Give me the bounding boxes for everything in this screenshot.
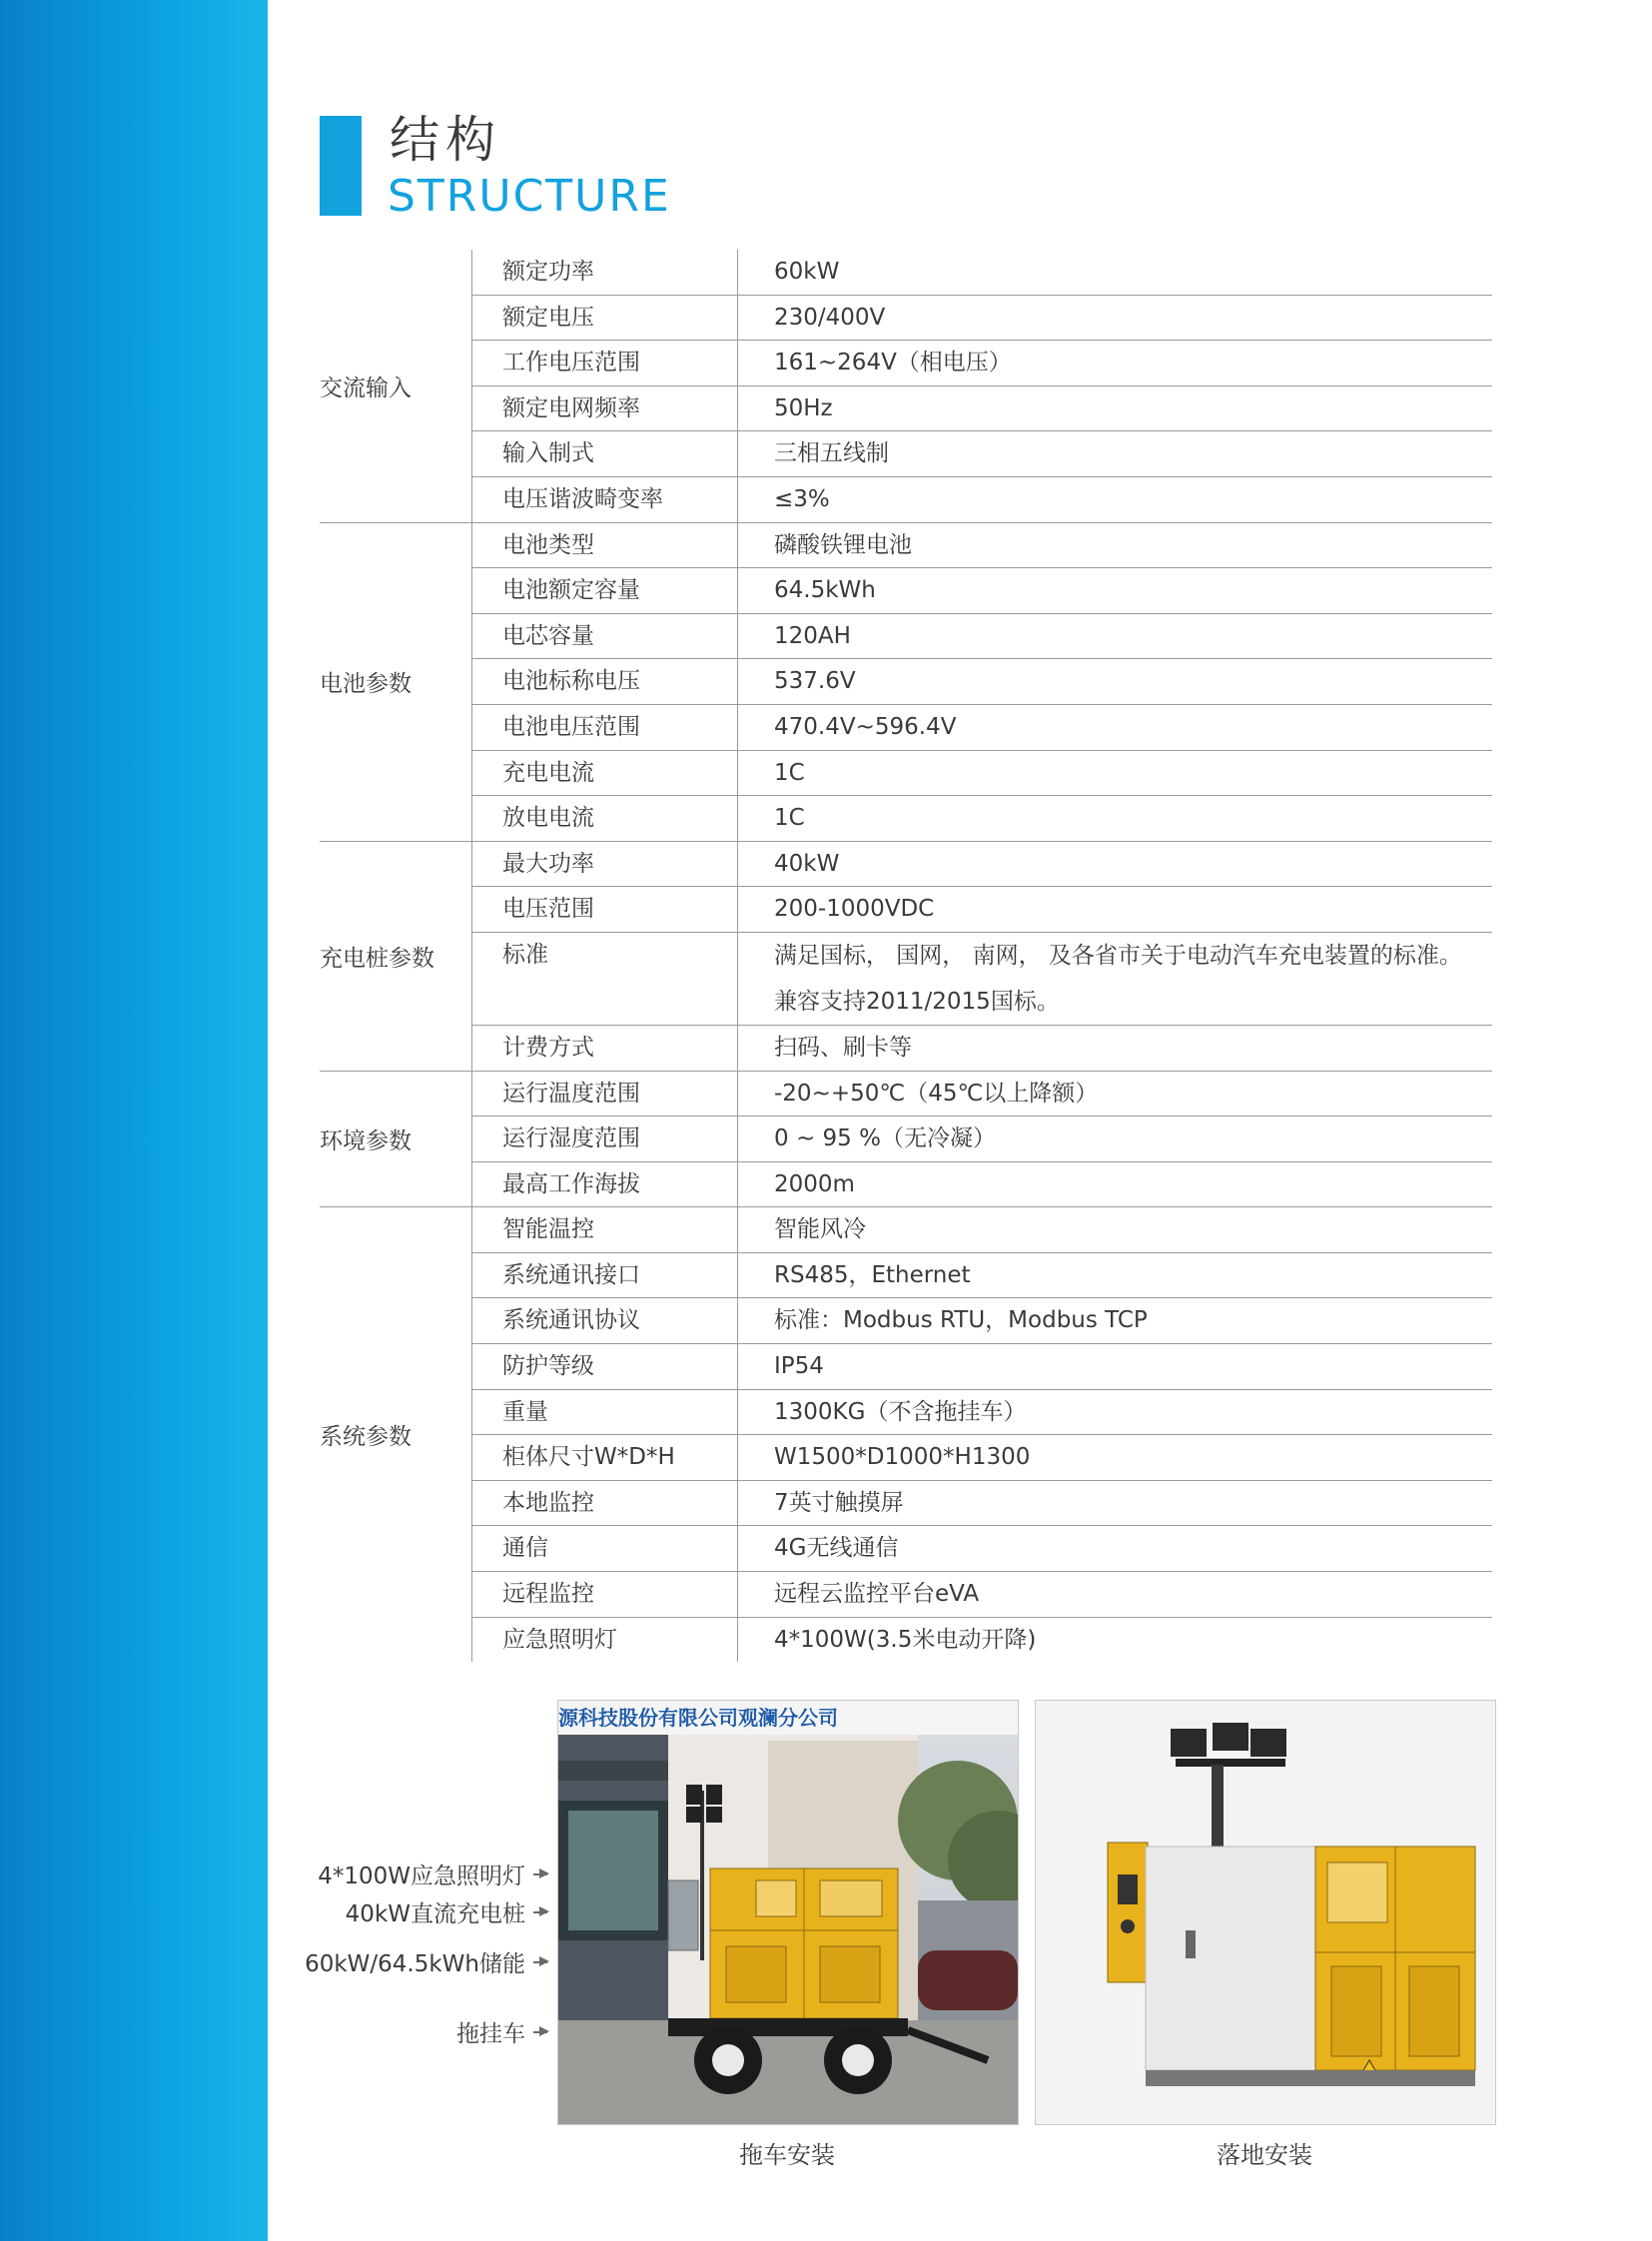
spec-value-line: 120AH <box>774 622 851 649</box>
spec-group <box>320 1207 1492 1662</box>
spec-value <box>737 659 1492 704</box>
spec-key: 工作电压范围 <box>502 350 640 376</box>
spec-value <box>737 887 1492 932</box>
spec-value <box>737 1481 1492 1526</box>
spec-key: 额定功率 <box>502 259 594 285</box>
spec-key: 通信 <box>502 1535 548 1562</box>
spec-row <box>472 796 1492 841</box>
spec-value-line: W1500*D1000*H1300 <box>774 1444 1031 1471</box>
spec-row <box>472 250 1492 296</box>
spec-value-line: 2000m <box>774 1170 855 1197</box>
spec-key: 系统通讯协议 <box>502 1307 640 1334</box>
side-color-band <box>0 0 268 2241</box>
spec-group-label: 系统参数 <box>320 1424 412 1451</box>
spec-value <box>737 1162 1492 1207</box>
spec-key: 额定电压 <box>502 304 594 331</box>
spec-group <box>320 523 1492 842</box>
spec-row <box>472 1072 1492 1118</box>
spec-key: 放电电流 <box>502 805 594 832</box>
spec-value-line: -20~+50℃（45℃以上降额） <box>774 1080 1099 1107</box>
trailer-photo-illustration <box>558 1701 1018 2124</box>
spec-row <box>472 296 1492 342</box>
spec-row <box>472 705 1492 751</box>
callout-lighting-arrow <box>533 1873 547 1875</box>
spec-row <box>472 1481 1492 1527</box>
spec-value-line: 161~264V（相电压） <box>774 350 1012 376</box>
spec-row <box>472 614 1492 660</box>
spec-value <box>737 431 1492 476</box>
spec-row <box>472 1253 1492 1299</box>
callout-trailer-arrow <box>533 2031 547 2033</box>
spec-value <box>737 1618 1492 1663</box>
spec-value-line: 智能风冷 <box>774 1216 866 1243</box>
spec-group <box>320 250 1492 523</box>
spec-value <box>737 386 1492 431</box>
spec-value-line: 64.5kWh <box>774 577 876 604</box>
floor-install-photo <box>1035 1700 1496 2125</box>
spec-key: 最大功率 <box>502 850 594 877</box>
spec-value <box>737 751 1492 796</box>
spec-row <box>472 568 1492 614</box>
spec-key: 电池电压范围 <box>502 713 640 740</box>
spec-key: 运行温度范围 <box>502 1080 640 1107</box>
spec-key: 防护等级 <box>502 1353 594 1380</box>
callout-storage: 60kW/64.5kWh储能 <box>305 1951 525 1977</box>
spec-value-line: ≤3% <box>774 485 830 512</box>
spec-value <box>737 568 1492 613</box>
spec-key: 智能温控 <box>502 1216 594 1243</box>
spec-value <box>737 1298 1492 1343</box>
spec-key: 充电电流 <box>502 759 594 786</box>
spec-value-line: 1C <box>774 805 805 832</box>
spec-value <box>737 842 1492 887</box>
spec-key: 运行湿度范围 <box>502 1125 640 1152</box>
spec-value-line: 4G无线通信 <box>774 1535 899 1562</box>
callout-lighting: 4*100W应急照明灯 <box>318 1864 525 1889</box>
spec-value <box>737 1026 1492 1071</box>
spec-table <box>320 250 1492 1662</box>
floor-photo-caption: 落地安装 <box>1217 2141 1312 2169</box>
spec-value <box>737 614 1492 659</box>
callout-storage-arrow <box>533 1961 547 1963</box>
spec-group-label: 电池参数 <box>320 671 412 698</box>
spec-group-label: 充电桩参数 <box>320 945 434 972</box>
spec-value-line: 1C <box>774 759 805 786</box>
spec-group-label: 交流输入 <box>320 374 412 401</box>
spec-key: 应急照明灯 <box>502 1626 617 1653</box>
spec-value <box>737 1207 1492 1252</box>
spec-value <box>737 1572 1492 1617</box>
spec-value-line: 230/400V <box>774 304 886 331</box>
spec-value-line: IP54 <box>774 1353 824 1380</box>
spec-value <box>737 705 1492 750</box>
spec-value-line: 60kW <box>774 259 840 285</box>
callout-trailer: 拖挂车 <box>456 2021 525 2047</box>
spec-group-label: 环境参数 <box>320 1127 412 1154</box>
spec-value <box>737 1344 1492 1389</box>
spec-value-line: 扫码、刷卡等 <box>774 1034 912 1061</box>
spec-value-line: 远程云监控平台eVA <box>774 1581 980 1608</box>
spec-row <box>472 1526 1492 1572</box>
spec-value-line: 三相五线制 <box>774 440 889 467</box>
spec-row <box>472 431 1492 477</box>
spec-value <box>737 1253 1492 1298</box>
spec-value-line: 50Hz <box>774 394 833 421</box>
spec-row <box>472 1026 1492 1071</box>
spec-value-line-2: 兼容支持2011/2015国标。 <box>774 988 1060 1015</box>
spec-row <box>472 1390 1492 1436</box>
spec-value-line: 7英寸触摸屏 <box>774 1489 904 1516</box>
spec-key: 计费方式 <box>502 1034 594 1061</box>
spec-value <box>737 296 1492 341</box>
spec-key: 最高工作海拔 <box>502 1170 640 1197</box>
spec-row <box>472 751 1492 797</box>
spec-key: 电压谐波畸变率 <box>502 485 663 512</box>
spec-value <box>737 523 1492 568</box>
spec-value <box>737 1072 1492 1117</box>
spec-key: 重量 <box>502 1398 548 1425</box>
spec-row <box>472 842 1492 888</box>
spec-value <box>737 1390 1492 1435</box>
spec-key: 电芯容量 <box>502 622 594 649</box>
trailer-install-photo <box>557 1700 1019 2125</box>
spec-value-line: 470.4V~596.4V <box>774 713 957 740</box>
floor-photo-illustration <box>1036 1701 1495 2124</box>
spec-value-line: 200-1000VDC <box>774 896 935 923</box>
spec-value <box>737 1526 1492 1571</box>
spec-key: 额定电网频率 <box>502 394 640 421</box>
spec-row <box>472 1572 1492 1618</box>
spec-key: 柜体尺寸W*D*H <box>502 1444 675 1471</box>
spec-row <box>472 523 1492 569</box>
page-title: 结构 <box>390 111 501 169</box>
spec-row <box>472 341 1492 386</box>
spec-key: 系统通讯接口 <box>502 1261 640 1288</box>
spec-key: 电池类型 <box>502 531 594 558</box>
spec-row <box>472 386 1492 432</box>
spec-row <box>472 1344 1492 1390</box>
spec-row <box>472 933 1492 1026</box>
spec-key: 输入制式 <box>502 440 594 467</box>
spec-key: 电池标称电压 <box>502 668 640 695</box>
spec-row <box>472 1207 1492 1253</box>
spec-key: 电压范围 <box>502 896 594 923</box>
callout-charger: 40kW直流充电桩 <box>345 1901 525 1927</box>
spec-key: 远程监控 <box>502 1581 594 1608</box>
spec-key: 标准 <box>502 941 548 968</box>
spec-value <box>737 341 1492 385</box>
spec-value-line: 标准：Modbus RTU，Modbus TCP <box>774 1307 1148 1334</box>
spec-value-line: 4*100W(3.5米电动开降) <box>774 1626 1037 1653</box>
building-sign-text: 源科技股份有限公司观澜分公司 <box>558 1706 838 1730</box>
spec-value <box>737 1117 1492 1161</box>
trailer-photo-caption: 拖车安装 <box>739 2141 835 2169</box>
spec-group <box>320 1072 1492 1208</box>
spec-value <box>737 477 1492 522</box>
spec-value <box>737 933 1492 1025</box>
spec-row <box>472 1162 1492 1207</box>
spec-value-line: 磷酸铁锂电池 <box>774 531 912 558</box>
spec-value-line: 1300KG（不含拖挂车） <box>774 1398 1027 1425</box>
spec-row <box>472 659 1492 705</box>
spec-row <box>472 1618 1492 1663</box>
spec-value <box>737 1435 1492 1480</box>
spec-row <box>472 1117 1492 1162</box>
title-accent-bar <box>320 116 362 216</box>
spec-value <box>737 796 1492 841</box>
spec-group <box>320 842 1492 1072</box>
spec-key: 本地监控 <box>502 1489 594 1516</box>
page-subtitle: STRUCTURE <box>388 171 671 222</box>
spec-value-line: 0 ~ 95 %（无冷凝） <box>774 1125 996 1152</box>
callout-charger-arrow <box>533 1911 547 1913</box>
spec-key: 电池额定容量 <box>502 577 640 604</box>
spec-value <box>737 250 1492 295</box>
spec-value-line: RS485，Ethernet <box>774 1261 971 1288</box>
spec-value-line: 满足国标， 国网， 南网， 及各省市关于电动汽车充电装置的标准。 <box>774 942 1462 969</box>
spec-row <box>472 1435 1492 1481</box>
spec-value-line: 537.6V <box>774 668 856 695</box>
spec-row <box>472 1298 1492 1344</box>
spec-row <box>472 477 1492 522</box>
spec-value-line: 40kW <box>774 850 840 877</box>
spec-row <box>472 887 1492 933</box>
